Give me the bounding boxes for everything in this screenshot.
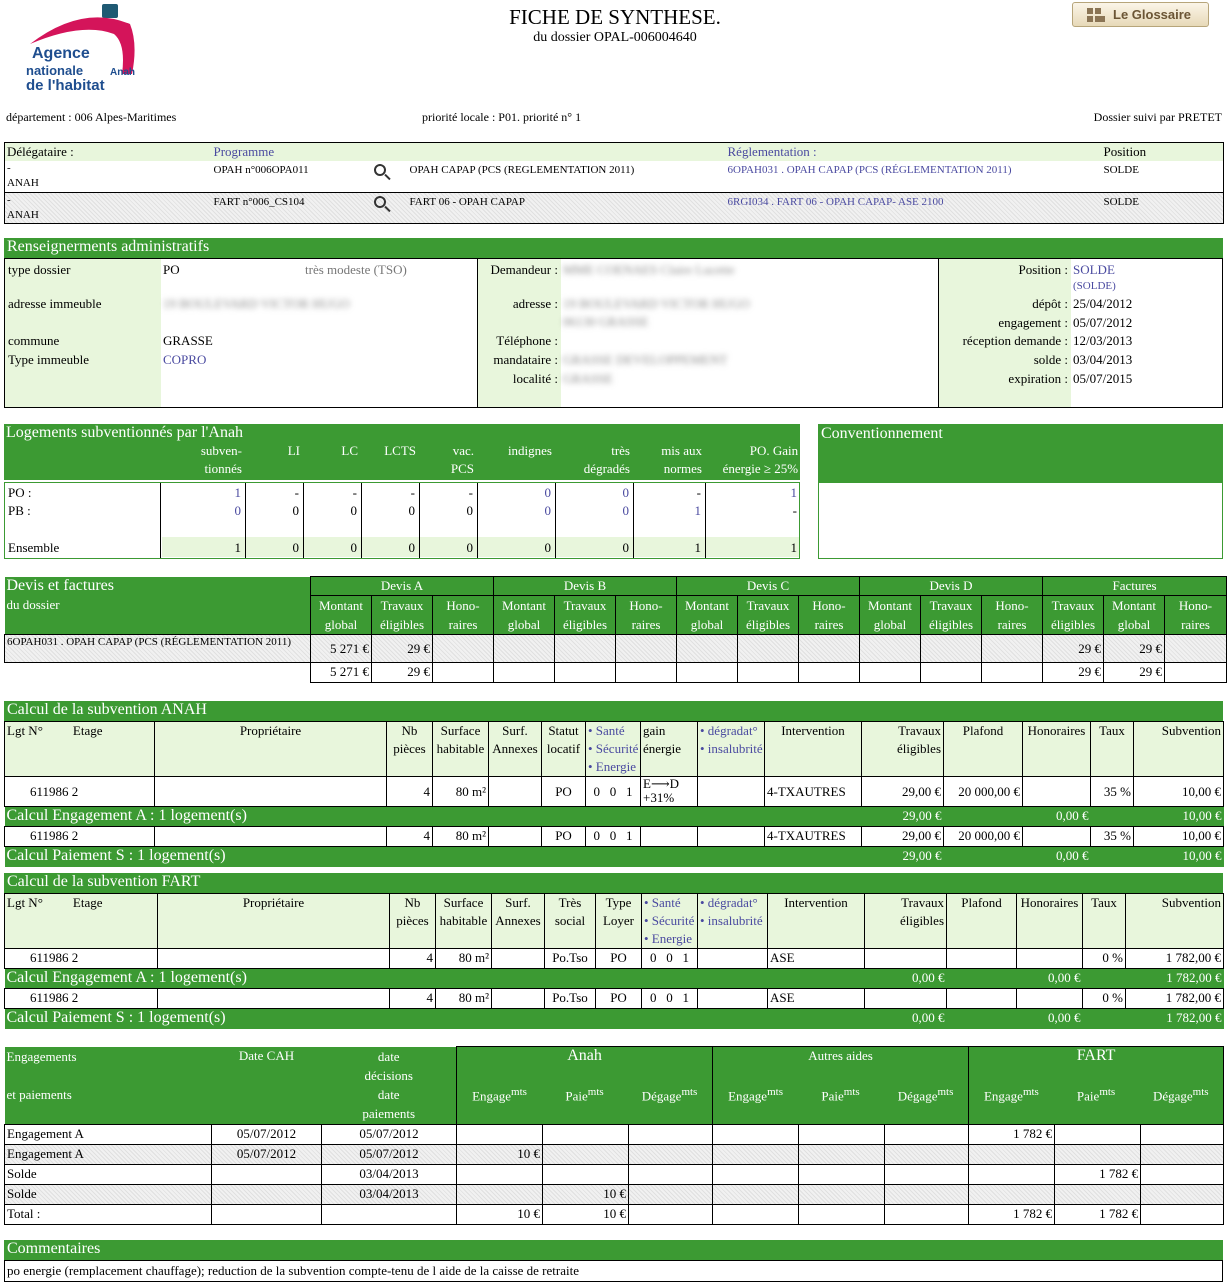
devis-col-header: Montant global [677,596,738,635]
engagement-cell [885,1185,969,1205]
engagement-cell [713,1205,799,1225]
engagement-cell [799,1205,885,1225]
engagement-row [5,1185,1224,1205]
programme-code: OPAH n°006OPA011 [213,164,309,176]
engagement-cell [1055,1145,1141,1165]
devis-col-header: Hono- raires [433,596,494,635]
devis-cell [738,635,799,663]
date-label: engagement : [998,315,1068,330]
devis-col-header: Hono- raires [1165,596,1227,635]
engagement-row [5,1205,1224,1225]
engagement-cell: 10 € [543,1205,629,1225]
engagement-cell [457,1125,543,1145]
engagement-cell [543,1165,629,1185]
engagement-cell [543,1125,629,1145]
engagement-row [5,1145,1224,1165]
devis-title: Devis et factures [6,576,115,594]
logements-header: subven- tionnés LI LC LCTS vac. PCS indignes très dégradés mis aux normes PO. Gain énergie ≥ 25% [4,442,800,480]
fart-paiement-row: Calcul Paiement S : 1 logement(s) 0,00 € 0,00 € 1 782,00 € [5,1009,1224,1029]
engagement-cell [457,1165,543,1185]
dossier-suivi: Dossier suivi par PRETET [1093,110,1222,124]
logement-value: 0 [408,540,415,555]
anah-paiement-row: Calcul Paiement S : 1 logement(s) 29,00 € 0,00 € 10,00 € [5,847,1224,867]
engagement-cell [1141,1165,1224,1185]
engagement-cell [713,1185,799,1205]
engagement-cell [799,1145,885,1165]
devis-cell [555,635,616,663]
devis-col-header: Hono- raires [616,596,677,635]
engagement-cell [457,1185,543,1205]
logement-value: 0 [234,503,241,518]
commune-value: GRASSE [163,333,213,348]
type-immeuble-label: Type immeuble [8,352,90,367]
devis-subtitle: du dossier [6,596,60,612]
devis-cell [433,635,494,663]
commune-label: commune [8,333,60,348]
devis-col-header: Travaux éligibles [372,596,433,635]
engagement-cell: Total : [5,1205,212,1225]
devis-total-cell [921,663,982,683]
logo-tag: Anah [110,67,135,78]
devis-total-cell [555,663,616,683]
mandataire-value: GRASSE DEVELOPPEMENT [563,352,728,367]
devis-a-header: Devis A [311,577,494,596]
devis-d-header: Devis D [860,577,1043,596]
column-divider [361,483,362,558]
logement-value: - [468,485,473,500]
delegataire-row: - ANAH OPAH n°006OPA011 OPAH CAPAP (PCS (REGLEMENTATION 2011) 6OPAH031 . OPAH CAPAP (PCS (RÉGLEMENTATION 2011) SOLDE [5,161,1224,192]
reglementation-label: Réglementation : [727,144,817,159]
logement-value: 0 [408,503,415,518]
logement-value: 0 [466,540,473,555]
engagement-cell: 1 782 € [969,1125,1055,1145]
engagements-header: Engagements et paiements Date CAH date décisions date paiements Anah Engage$^{mts}$ Paie$^{mts}$ Dégage$^{mts}$ Autres aides Engage$^{mts}$ Paie$^{mts}$ Dégage$^{mts}$ FART Engage$^{mts}$ Paie$^{mts}$ Dégage$^{mts}$ [5,1047,1224,1125]
logements-table [4,424,800,480]
logement-value: 1 [694,503,701,518]
devis-total-cell [738,663,799,683]
column-divider [245,483,246,558]
engagement-cell [969,1185,1055,1205]
engagement-cell: 05/07/2012 [322,1125,457,1145]
engagement-cell [212,1205,322,1225]
column-divider [633,483,634,558]
adresse-label: adresse : [512,296,558,311]
devis-row [5,635,1227,663]
devis-total-cell: 5 271 € [311,663,372,683]
revenu-category: très modeste (TSO) [305,262,407,277]
page-title: FICHE DE SYNTHESE. [509,5,721,29]
demandeur-value: MME COENAES Claire Lucette [563,262,735,277]
engagement-cell [885,1145,969,1165]
engagement-cell: 10 € [543,1185,629,1205]
adresse-immeuble-label: adresse immeuble [8,296,102,311]
devis-cell: 29 € [372,635,433,663]
engagement-cell: 10 € [457,1145,543,1165]
anah-row: 611986 2 4 80 m² PO 0 0 1 4-TXAUTRES 29,00 € 20 000,00 € 35 % 10,00 € [5,827,1224,847]
devis-col-header: Hono- raires [799,596,860,635]
localite-value: GRASSE [563,371,613,386]
engagement-cell [1141,1205,1224,1225]
anah-title: Calcul de la subvention ANAH [4,701,1223,721]
programme-name: FART 06 - OPAH CAPAP [409,195,525,208]
devis-cell [860,635,921,663]
engagement-cell [1055,1185,1141,1205]
delegataire-label: Délégataire : [7,144,74,159]
logements-title: Logements subventionnés par l'Anah [6,424,244,441]
admin-position-label: Position : [1018,262,1068,277]
engagement-cell [629,1205,713,1225]
autres-aides-header: Autres aides [808,1048,873,1063]
devis-b-header: Devis B [494,577,677,596]
delegataire-header [5,143,1224,162]
factures-header: Factures [1043,577,1227,596]
delegataire-table [4,142,1224,224]
fart-row: 611986 2 4 80 m² Po.Tso PO 0 0 1 ASE 0 % 1 782,00 € [5,949,1224,969]
devis-total-cell [616,663,677,683]
type-dossier-label: type dossier [8,262,71,277]
engagement-cell [799,1185,885,1205]
departement: département : 006 Alpes-Maritimes [6,110,177,124]
telephone-label: Téléphone : [496,333,558,348]
engagement-cell [629,1125,713,1145]
engagement-cell: 1 782 € [1055,1165,1141,1185]
devis-col-header: Travaux éligibles [555,596,616,635]
devis-total-cell [799,663,860,683]
engagement-cell: 03/04/2013 [322,1185,457,1205]
engagement-row [5,1165,1224,1185]
column-divider [419,483,420,558]
type-immeuble-value: COPRO [163,352,207,367]
demandeur-label: Demandeur : [490,262,558,277]
logement-value: 1 [694,540,701,555]
devis-total-cell [433,663,494,683]
anah-header: Lgt N° Etage Propriétaire Nb pièces Surface habitable Surf. Annexes Statut locatif • Santé • Sécurité • Energie gain énergie • dégradat° • insalubrité Intervention Travaux éligibles Plafond Honoraires Taux Subvention [5,722,1224,777]
position-value: SOLDE [1103,164,1139,176]
conventionnement-title: Conventionnement [819,425,1222,483]
adresse-line2: 06130 GRASSE [563,314,649,329]
localite-label: localité : [512,371,558,386]
date-value: 25/04/2012 [1073,296,1133,311]
devis-cell [799,635,860,663]
devis-total-cell [1165,663,1227,683]
logement-value: 0 [544,503,551,518]
page-subtitle: du dossier OPAL-006004640 [533,30,697,45]
engagement-cell [969,1145,1055,1165]
engagement-cell: Solde [5,1185,212,1205]
devis-columns [5,596,1227,635]
devis-total-cell: 29 € [372,663,433,683]
logement-value: - [792,503,797,518]
admin-position-value: SOLDE [1073,262,1115,277]
proprietaire-header: Propriétaire [155,722,387,777]
engagement-cell [885,1205,969,1225]
engagement-cell [212,1165,322,1185]
logement-value: 0 [544,485,551,500]
logo-line3: de l'habitat [26,77,105,94]
glossary-label: Le Glossaire [1113,7,1192,22]
devis-total-cell [494,663,555,683]
mandataire-label: mandataire : [493,352,558,367]
logement-value: 0 [544,540,551,555]
delegataire-row: - ANAH FART n°006_CS104 FART 06 - OPAH CAPAP 6RGI034 . FART 06 - OPAH CAPAP- ASE 2100 SOLDE [5,192,1224,223]
logement-value: - [352,485,357,500]
logements-row-label: PO : [8,485,32,500]
engagements-table [4,1046,1224,1225]
devis-table [4,576,1227,683]
logement-value: 0 [292,503,299,518]
date-value: 05/07/2012 [1073,315,1133,330]
admin-position-sub: (SOLDE) [1073,280,1116,292]
engagement-cell [713,1165,799,1185]
anah-engagement-row: Calcul Engagement A : 1 logement(s) 29,00 € 0,00 € 10,00 € [5,807,1224,827]
engagement-cell: Engagement A [5,1125,212,1145]
fart-group-header: FART [1076,1047,1116,1064]
logement-value: 0 [622,503,629,518]
logement-value: 0 [292,540,299,555]
engagement-cell [713,1125,799,1145]
logement-value: 0 [350,540,357,555]
devis-total-cell: 29 € [1043,663,1104,683]
devis-row-label: 6OPAH031 . OPAH CAPAP (PCS (RÉGLEMENTATION 2011) [5,635,311,663]
devis-col-header: Travaux éligibles [1043,596,1104,635]
engagement-cell [543,1145,629,1165]
devis-cell [616,635,677,663]
engagement-cell [885,1125,969,1145]
devis-total-row [5,663,1227,683]
delegataire-name: ANAH [7,208,39,221]
devis-total-cell [860,663,921,683]
search-icon[interactable] [374,164,386,176]
date-label: dépôt : [1032,296,1068,311]
engagement-row [5,1125,1224,1145]
devis-groups [5,577,1227,596]
devis-cell [982,635,1043,663]
engagement-cell [1055,1125,1141,1145]
devis-c-header: Devis C [677,577,860,596]
column-divider [705,483,706,558]
engagement-cell [629,1185,713,1205]
devis-total-cell: 29 € [1104,663,1165,683]
devis-col-header: Montant global [1104,596,1165,635]
reglementation-link[interactable]: 6RGI034 . FART 06 - OPAH CAPAP- ASE 2100 [727,195,944,208]
devis-col-header: Montant global [860,596,921,635]
anah-row: 611986 2 4 80 m² PO 0 0 1 E⟶D +31% 4-TXAUTRES 29,00 € 20 000,00 € 35 % 10,00 € [5,777,1224,807]
date-value: 12/03/2013 [1073,333,1133,348]
engagement-cell [713,1145,799,1165]
adresse-immeuble-value: 19 BOULEVARD VICTOR HUGO [163,296,350,311]
fart-header: Lgt N° Etage Propriétaire Nb pièces Surface habitable Surf. Annexes Très social Type Loyer • Santé • Sécurité • Energie • dégradat° • insalubrité Intervention Travaux éligibles Plafond Honoraires Taux Subvention [5,894,1224,949]
engagement-cell: 10 € [457,1205,543,1225]
position-label: Position [1103,144,1147,159]
logement-value: 0 [350,503,357,518]
logement-value: 0 [622,540,629,555]
fart-engagement-row: Calcul Engagement A : 1 logement(s) 0,00 € 0,00 € 1 782,00 € [5,969,1224,989]
devis-col-header: Travaux éligibles [921,596,982,635]
engagement-cell: 1 782 € [969,1205,1055,1225]
date-value: 03/04/2013 [1073,352,1133,367]
devis-total-cell [982,663,1043,683]
logement-value: 0 [622,485,629,500]
engagement-cell: Engagement A [5,1145,212,1165]
fart-table [4,893,1224,1029]
anah-table [4,721,1224,867]
fart-row: 611986 2 4 80 m² Po.Tso PO 0 0 1 ASE 0 % 1 782,00 € [5,989,1224,1009]
admin-box [4,258,1223,408]
engagement-cell [629,1145,713,1165]
logements-row-label: PB : [8,503,31,518]
conventionnement-box [818,424,1223,559]
logements-body [4,482,800,559]
devis-col-header: Travaux éligibles [738,596,799,635]
devis-col-header: Montant global [311,596,372,635]
engagement-cell [885,1165,969,1185]
logement-value: - [410,485,415,500]
logo-line1: Agence [32,45,90,62]
logement-value: 0 [466,503,473,518]
date-value: 05/07/2015 [1073,371,1133,386]
programme-code: FART n°006_CS104 [213,195,305,208]
logement-value: - [696,485,701,500]
devis-cell [677,635,738,663]
programme-label: Programme [213,144,275,159]
position-value: SOLDE [1103,195,1139,208]
reglementation-link[interactable]: 6OPAH031 . OPAH CAPAP (PCS (RÉGLEMENTATION 2011) [727,164,1012,176]
adresse-line1: 19 BOULEVARD VICTOR HUGO [563,296,750,311]
commentaires-title: Commentaires [4,1240,1223,1260]
engagement-cell [629,1165,713,1185]
logement-value: 1 [234,485,241,500]
engagement-cell: Solde [5,1165,212,1185]
engagement-cell [1141,1185,1224,1205]
column-divider [303,483,304,558]
devis-total-cell [677,663,738,683]
engagement-cell [322,1205,457,1225]
engagement-cell: 05/07/2012 [212,1145,322,1165]
devis-col-header: Montant global [494,596,555,635]
devis-cell [494,635,555,663]
delegataire-name: ANAH [7,177,39,189]
devis-cell: 29 € [1043,635,1104,663]
devis-cell [1165,635,1227,663]
anah-group-header: Anah [567,1047,602,1064]
date-label: réception demande : [962,333,1068,348]
glossary-icon [1087,8,1107,22]
devis-cell [921,635,982,663]
logements-row-label: Ensemble [8,540,60,555]
engagement-cell [212,1185,322,1205]
column-divider [477,483,478,558]
admin-title: Renseignerments administratifs [4,238,1223,258]
date-label: expiration : [1008,371,1068,386]
commentaires-text: po energie (remplacement chauffage); reduction de la subvention compte-tenu de l aide de la caisse de retraite [4,1260,1223,1282]
search-icon[interactable] [374,196,386,208]
logo-line2: nationale [26,63,84,78]
type-dossier-value: PO [163,262,180,277]
logement-value: 1 [790,540,797,555]
devis-col-header: Hono- raires [982,596,1043,635]
engagement-cell: 05/07/2012 [212,1125,322,1145]
engagement-cell [799,1125,885,1145]
engagement-cell: 1 782 € [1055,1205,1141,1225]
engagement-cell: 05/07/2012 [322,1145,457,1165]
logement-value: 1 [790,485,797,500]
logement-value: - [294,485,299,500]
fart-title: Calcul de la subvention FART [4,873,1223,893]
engagement-cell [1141,1145,1224,1165]
date-label: solde : [1033,352,1068,367]
engagement-cell [1141,1125,1224,1145]
logement-value: 1 [234,540,241,555]
devis-cell: 5 271 € [311,635,372,663]
programme-name: OPAH CAPAP (PCS (REGLEMENTATION 2011) [409,164,635,176]
column-divider [555,483,556,558]
glossary-button[interactable] [1072,2,1209,27]
engagement-cell [799,1165,885,1185]
devis-cell: 29 € [1104,635,1165,663]
priorite-locale: priorité locale : P01. priorité n° 1 [422,110,582,124]
engagement-cell: 03/04/2013 [322,1165,457,1185]
engagement-cell [969,1165,1055,1185]
